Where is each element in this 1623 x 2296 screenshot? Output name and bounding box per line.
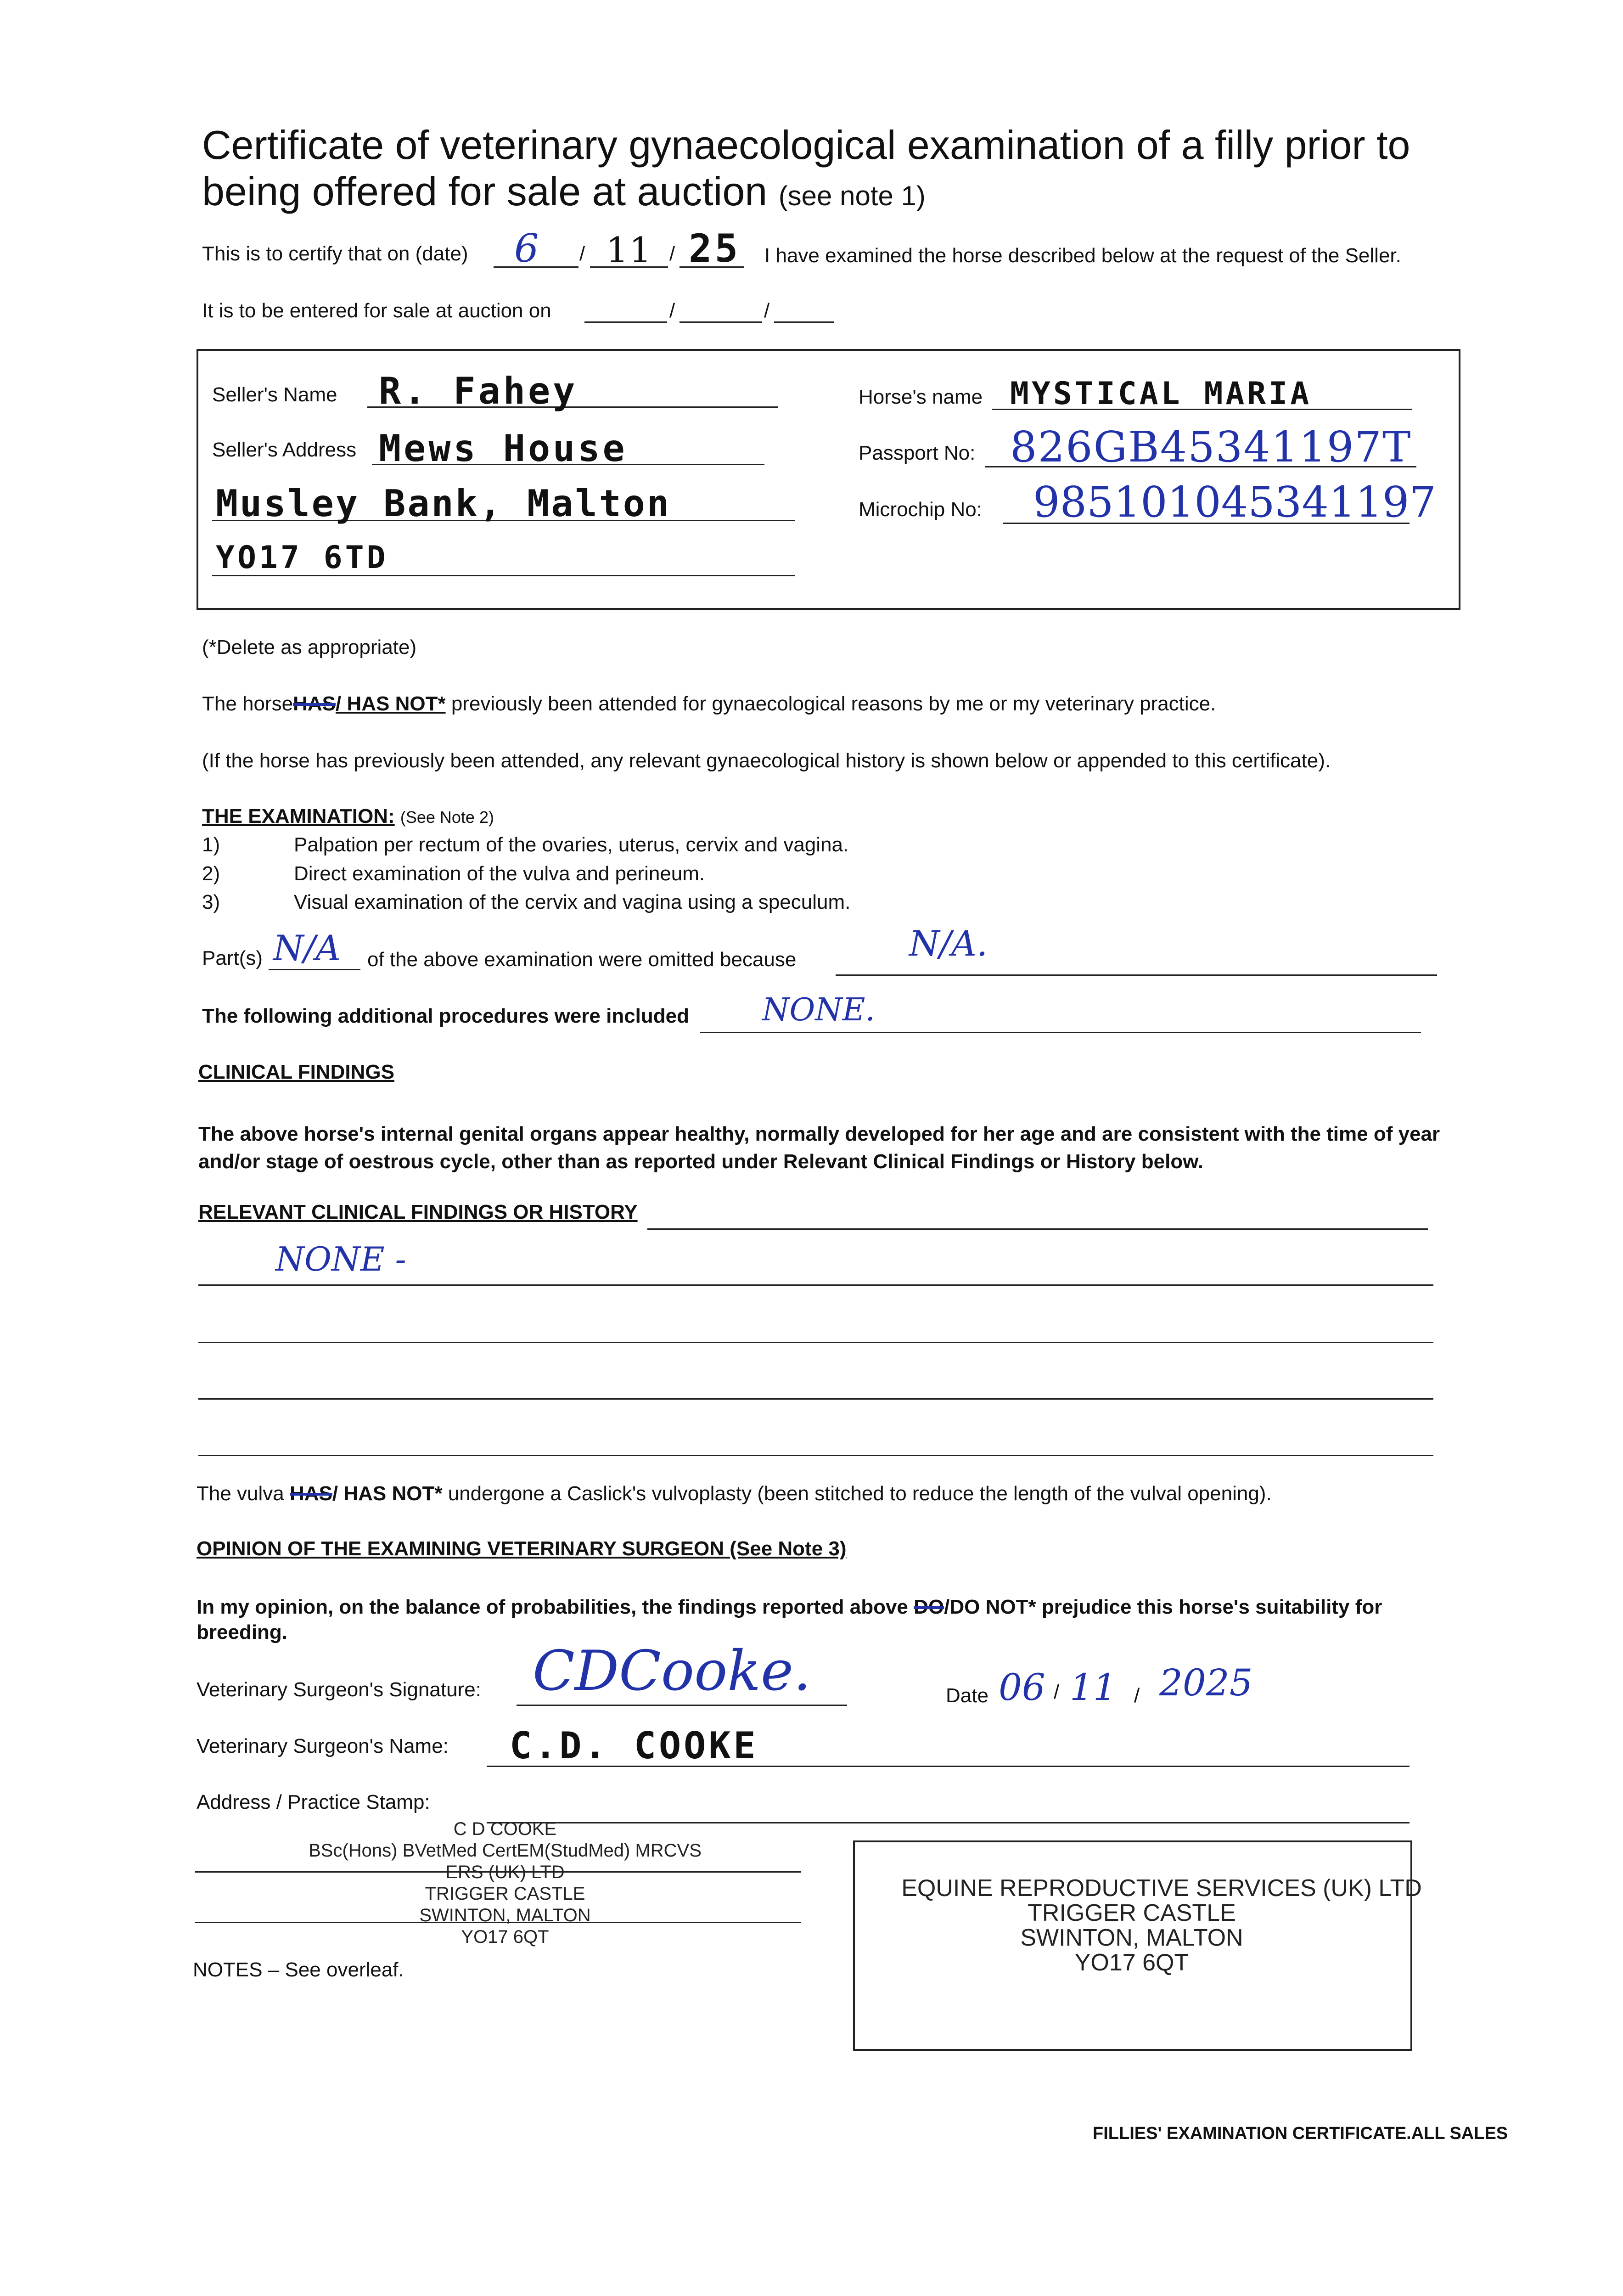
seller-name-value: R. Fahey bbox=[379, 370, 578, 412]
additional-label: The following additional procedures were included bbox=[202, 1005, 690, 1027]
relevant-line-3 bbox=[198, 1398, 1433, 1400]
signature-line bbox=[517, 1705, 847, 1706]
seller-address-value-3: YO17 6TD bbox=[216, 540, 388, 576]
attended-has-not: / HAS NOT* bbox=[336, 692, 446, 715]
stamp-small-line-6: YO17 6QT bbox=[461, 1927, 549, 1947]
parts-line bbox=[269, 969, 360, 970]
auction-slash-1: / bbox=[669, 299, 675, 322]
attended-has: HAS bbox=[293, 692, 336, 715]
relevant-value: NONE - bbox=[275, 1240, 406, 1278]
attended-prefix: The horse bbox=[202, 692, 293, 715]
stamp-box-line-3: SWINTON, MALTON bbox=[1020, 1925, 1243, 1951]
attended-note: (If the horse has previously been attended, any relevant gynaecological history is shown below or appended to this certificate). bbox=[202, 749, 1331, 772]
surgeon-date-sep-2: / bbox=[1134, 1684, 1140, 1707]
vulva-has-not: / HAS NOT* bbox=[332, 1482, 443, 1505]
stamp-box-line-1: EQUINE REPRODUCTIVE SERVICES (UK) LTD bbox=[901, 1875, 1422, 1902]
stamp-small-line-1: C D COOKE bbox=[453, 1819, 557, 1839]
practice-stamp bbox=[275, 1818, 735, 1948]
examination-heading: THE EXAMINATION: bbox=[202, 805, 395, 827]
auction-month-line bbox=[680, 321, 762, 323]
exam-item-2-num: 2) bbox=[202, 862, 220, 885]
opinion-line-1 bbox=[197, 1596, 1382, 1619]
vulva-has: HAS bbox=[290, 1482, 332, 1505]
title-note: (see note 1) bbox=[778, 180, 926, 212]
examination-heading-row bbox=[202, 805, 494, 828]
additional-value: NONE. bbox=[762, 992, 876, 1028]
attended-line bbox=[202, 692, 1216, 716]
omitted-value: N/A. bbox=[909, 923, 988, 964]
surgeon-name-label: Veterinary Surgeon's Name: bbox=[197, 1735, 449, 1757]
clinical-statement-2: and/or stage of oestrous cycle, other than as reported under Relevant Clinical Findings or History below. bbox=[198, 1150, 1204, 1173]
title-line-2-text: being offered for sale at auction bbox=[202, 169, 768, 214]
stamp-small-line-5: SWINTON, MALTON bbox=[419, 1905, 591, 1925]
opinion-heading: OPINION OF THE EXAMINING VETERINARY SURGEON (See Note 3) bbox=[197, 1537, 847, 1560]
delete-note: (*Delete as appropriate) bbox=[202, 636, 417, 658]
relevant-line-1 bbox=[198, 1284, 1433, 1286]
parts-label: Part(s) bbox=[202, 947, 263, 969]
stamp-box-line-4: YO17 6QT bbox=[1074, 1949, 1189, 1976]
auction-year-line bbox=[774, 321, 834, 323]
omitted-line bbox=[836, 974, 1437, 976]
microchip-label: Microchip No: bbox=[859, 498, 982, 521]
date-slash-1: / bbox=[579, 242, 585, 265]
clinical-statement-1: The above horse's internal genital organs appear healthy, normally developed for her age and are consistent with the time of year bbox=[198, 1123, 1440, 1145]
relevant-heading: RELEVANT CLINICAL FINDINGS OR HISTORY bbox=[198, 1201, 638, 1223]
parts-value: N/A bbox=[273, 928, 341, 968]
relevant-line-4 bbox=[198, 1455, 1433, 1456]
practice-stamp-label: Address / Practice Stamp: bbox=[197, 1791, 430, 1813]
date-month-value: 11 bbox=[606, 230, 652, 270]
horse-name-label: Horse's name bbox=[859, 386, 983, 408]
relevant-line-2 bbox=[198, 1342, 1433, 1343]
auction-day-line bbox=[584, 321, 667, 323]
surgeon-date-day: 06 bbox=[999, 1666, 1045, 1709]
vulva-suffix: undergone a Caslick's vulvoplasty (been stitched to reduce the length of the vulval opening). bbox=[448, 1482, 1272, 1505]
signature-label: Veterinary Surgeon's Signature: bbox=[197, 1678, 481, 1701]
footer-text: FILLIES' EXAMINATION CERTIFICATE.ALL SALES bbox=[1093, 2124, 1508, 2143]
surgeon-date-year: 2025 bbox=[1159, 1661, 1253, 1704]
opinion-prefix: In my opinion, on the balance of probabilities, the findings reported above bbox=[197, 1596, 908, 1618]
opinion-do-not: /DO NOT* bbox=[944, 1596, 1036, 1618]
exam-item-3-text: Visual examination of the cervix and vagina using a speculum. bbox=[294, 891, 851, 913]
seller-address-label: Seller's Address bbox=[212, 439, 357, 461]
signature-value: CDCooke. bbox=[533, 1639, 811, 1703]
date-day-value: 6 bbox=[514, 226, 539, 271]
opinion-line-2: breeding. bbox=[197, 1621, 288, 1643]
microchip-value: 985101045341197 bbox=[1033, 478, 1436, 527]
stamp-small-line-4: TRIGGER CASTLE bbox=[425, 1884, 585, 1904]
vulva-prefix: The vulva bbox=[197, 1482, 284, 1505]
date-slash-2: / bbox=[669, 242, 675, 265]
title-line-1: Certificate of veterinary gynaecological examination of a filly prior to bbox=[202, 122, 1410, 168]
clinical-heading: CLINICAL FINDINGS bbox=[198, 1061, 394, 1083]
certify-prefix: This is to certify that on (date) bbox=[202, 242, 468, 265]
title-line-2 bbox=[202, 168, 1410, 214]
surgeon-date-month: 11 bbox=[1070, 1666, 1117, 1709]
vulva-line bbox=[197, 1482, 1272, 1506]
passport-label: Passport No: bbox=[859, 442, 976, 464]
auction-slash-2: / bbox=[764, 299, 770, 322]
stamp-small-line-2: BSc(Hons) BVetMed CertEM(StudMed) MRCVS bbox=[309, 1840, 702, 1861]
opinion-do: DO bbox=[914, 1596, 944, 1618]
surgeon-name-value: C.D. COOKE bbox=[510, 1724, 758, 1767]
horse-name-value: MYSTICAL MARIA bbox=[1010, 376, 1312, 412]
examination-heading-note: (See Note 2) bbox=[400, 808, 494, 827]
relevant-line-0 bbox=[647, 1228, 1428, 1230]
stamp-box-line-2: TRIGGER CASTLE bbox=[1028, 1900, 1236, 1926]
surgeon-date-sep-1: / bbox=[1054, 1681, 1060, 1703]
notes-text: NOTES – See overleaf. bbox=[193, 1958, 404, 1981]
date-year-value: 25 bbox=[689, 226, 741, 271]
additional-line bbox=[700, 1032, 1421, 1033]
exam-item-1-num: 1) bbox=[202, 833, 220, 856]
seller-address-value-2: Musley Bank, Malton bbox=[216, 482, 671, 525]
seller-name-label: Seller's Name bbox=[212, 383, 337, 406]
certify-suffix: I have examined the horse described below at the request of the Seller. bbox=[764, 244, 1401, 267]
seller-address-value-1: Mews House bbox=[379, 427, 628, 470]
auction-text: It is to be entered for sale at auction on bbox=[202, 299, 551, 322]
attended-suffix: previously been attended for gynaecological reasons by me or my veterinary practice. bbox=[451, 692, 1216, 715]
exam-item-2-text: Direct examination of the vulva and perineum. bbox=[294, 862, 705, 885]
opinion-suffix: prejudice this horse's suitability for bbox=[1041, 1596, 1382, 1618]
stamp-box-text bbox=[854, 1876, 1469, 1975]
omitted-text: of the above examination were omitted because bbox=[367, 948, 797, 971]
page-title bbox=[202, 122, 1410, 214]
exam-item-1-text: Palpation per rectum of the ovaries, uterus, cervix and vagina. bbox=[294, 833, 849, 856]
stamp-small-line-3: ERS (UK) LTD bbox=[445, 1862, 565, 1882]
passport-value: 826GB45341197T bbox=[1010, 422, 1412, 472]
surgeon-date-label: Date bbox=[946, 1684, 988, 1707]
exam-item-3-num: 3) bbox=[202, 891, 220, 913]
